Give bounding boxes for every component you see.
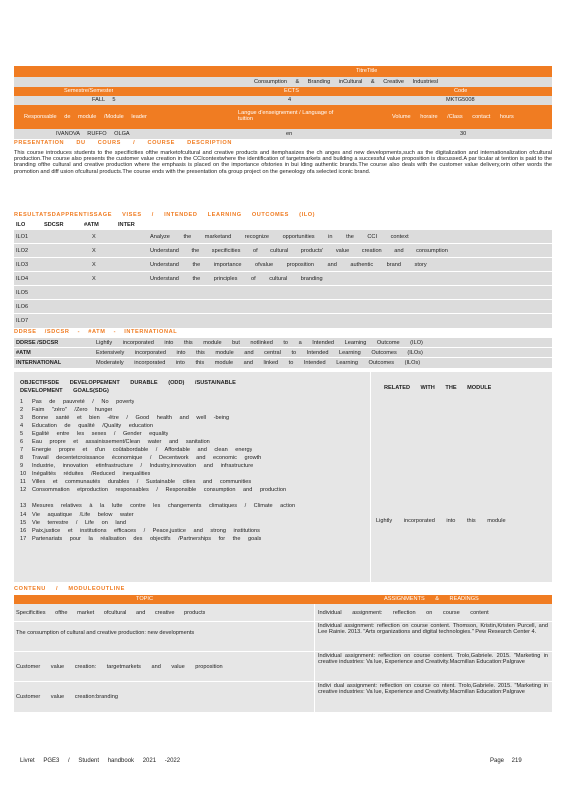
ilo-text: Understand the specificities of cultural products' value creation and consumption	[150, 248, 448, 254]
col-sdcsr: SDCSR	[44, 222, 64, 228]
legend-text: Lightly incorporated into this module but notlinked to a Intended Learning Outcome (ILO)	[96, 340, 423, 346]
page-number: Page 219	[490, 758, 522, 764]
presentation-heading: PRESENTATION DU COURS / COURSE DESCRIPTION	[14, 140, 232, 146]
outcomes-column-header	[14, 221, 552, 230]
volume-label: Volume horaire /Class contact hours	[392, 114, 514, 120]
table-row	[14, 652, 552, 682]
semester-ects-code-values	[14, 96, 552, 105]
sdg-row: 5 Egalité entre les sexes / Gender equality	[20, 431, 169, 437]
footer-left: Livret PGE3 / Student handbook 2021 -2022	[20, 758, 181, 764]
ilo-mark: X	[92, 276, 96, 282]
outline-table	[14, 604, 552, 712]
ilo-id: ILO4	[16, 276, 29, 282]
ilo-id: ILO1	[16, 234, 29, 240]
sdg-row: 2 Faim "zéro" /Zero hunger	[20, 407, 113, 413]
outcomes-heading: RESULTATSDAPPRENTISSAGE VISES / INTENDED LEARNING OUTCOMES (ILO)	[14, 212, 316, 218]
col-atm: #ATM	[84, 222, 99, 228]
sdg-row: 6 Eau propre et assainissement/Clean water and sanitation	[20, 439, 210, 445]
col-topic: TOPIC	[136, 596, 153, 602]
table-row	[14, 348, 552, 358]
ilo-mark: X	[92, 262, 96, 268]
legend-key: INTERNATIONAL	[16, 360, 62, 366]
ilo-text: Understand the principles of cultural branding	[150, 276, 323, 282]
title-label: TitreTitle	[356, 68, 378, 74]
langue-label: Langue d'enseignement / Language of tuition	[238, 110, 334, 122]
sdg-row: 12 Consommation etproduction responsables / Responsible consumption and production	[20, 487, 287, 493]
table-row	[14, 300, 552, 314]
outline-assignment: Individual assignment: reflection on course content. Thomson, Kristin,Kristen Purcell, and Lee Rainie. 2013. "Arts organizations and digital technologies." Pew Research Center 4.	[318, 623, 548, 636]
ilo-mark: X	[92, 248, 96, 254]
ilo-text: Analyze the marketand recognize opportunities in the CCI context	[150, 234, 409, 240]
ilo-id: ILO6	[16, 304, 29, 310]
sdg-row: 16 Paix,justice et institutions efficaces / Peace,justice and strong institutions	[20, 528, 260, 534]
title-label-row	[14, 66, 552, 77]
code-value: MKTG5008	[446, 97, 475, 103]
ects-value: 4	[288, 97, 292, 103]
ilo-id: ILO5	[16, 290, 29, 296]
col-inter: INTER	[118, 222, 135, 228]
ilo-id: ILO3	[16, 262, 29, 268]
code-label: Code	[454, 88, 468, 94]
table-row	[14, 604, 552, 622]
responsable-header	[14, 105, 552, 129]
table-row	[14, 622, 552, 652]
outline-assignment: Individual assignment: reflection on course content. Trolo,Gabriele. 2015. "Marketing in creative industries: Va lue, Experience and Creativity.Macmillan Education:Palgrave	[318, 653, 548, 666]
sdg-row: 17 Partenariats pour la réalisation des objectifs /Partnerships for the goals	[20, 536, 262, 542]
presentation-text: This course introduces students to the specificities ofthe marketofcultural and creative products and itemphasizes the ch anges and new developments,such as the digitalization and internationalization ofcultural production.The course also presents the customer value creation in the CCIcontextwhere the identification of targetmarkets and building a successful value proposition is discussed.A par ticular at tention is paid to the branding ofthe cultural and creative production where the emphasis is placed on the importance ofstories in bui lding authentic brands.The course also deals with the customer value delivery,orin other words the promotion and diff usion ofcultural products.The course ends with the presentation ofa group project on the geneology ofa selected iconic brand.	[14, 150, 552, 175]
responsable-label: Responsable de module /Module leader	[24, 114, 147, 120]
sdg-row: 8 Travail decentetcroissance économique / Decentwork and economic growth	[20, 455, 262, 461]
semester-label: Semestre/Semester	[64, 88, 114, 94]
ilo-mark: X	[92, 234, 96, 240]
outline-column-header	[14, 595, 552, 604]
sdg-row: 15 Vie terrestre / Life on land	[20, 520, 126, 526]
langue-value: en	[286, 131, 293, 137]
table-row	[14, 244, 552, 258]
semester-value: FALL 5	[92, 97, 116, 103]
table-row	[14, 358, 552, 368]
volume-value: 30	[460, 131, 467, 137]
title-value-row	[14, 77, 552, 87]
table-row	[14, 272, 552, 286]
sdg-13-relation: Lightly incorporated into this module	[376, 518, 506, 524]
sdg-row: 13 Mesures relatives à la lutte contre les changements climatiques / Climate action	[20, 503, 296, 509]
legend-table	[14, 338, 552, 368]
table-row	[14, 286, 552, 300]
sdg-row: 7 Energie propre et d'un coûtabordable / Affordable and clean energy	[20, 447, 253, 453]
sdg-row: 10 Inégalités réduites /Reduced inequalities	[20, 471, 151, 477]
sdg-row: 4 Education de qualité /Quality education	[20, 423, 154, 429]
semester-ects-code-header	[14, 87, 552, 96]
col-ilo: ILO	[16, 222, 26, 228]
ects-label: ECTS	[284, 88, 299, 94]
outline-topic: The consumption of cultural and creative production: new developments	[16, 630, 195, 636]
col-assignments: ASSIGNMENTS & READINGS	[384, 596, 479, 602]
table-row	[14, 682, 552, 712]
ilo-id: ILO2	[16, 248, 29, 254]
table-row	[14, 230, 552, 244]
outline-topic: Specificities ofthe market ofcultural and creative products	[16, 610, 206, 616]
outcomes-table	[14, 230, 552, 328]
legend-heading: DDRSE /SDCSR - #ATM - INTERNATIONAL	[14, 329, 178, 335]
outline-assignment: Individual assignment: reflection on course content	[318, 610, 489, 616]
module-title: Consumption & Branding inCultural & Creative Industriesl	[254, 79, 439, 85]
sdg-row: 11 Villes et communautés durables / Sustainable cities and communities	[20, 479, 252, 485]
ilo-id: ILO7	[16, 318, 29, 324]
table-row	[14, 258, 552, 272]
table-row	[14, 338, 552, 348]
sdg-row: 1 Pas de pauvreté / No poverty	[20, 399, 135, 405]
sdg-related-label: RELATED WITH THE MODULE	[384, 385, 492, 391]
outline-heading: CONTENU / MODULEOUTLINE	[14, 586, 125, 592]
outline-topic: Customer value creation:branding	[16, 694, 118, 700]
sdg-row: 3 Bonne santé et bien -être / Good health and well -being	[20, 415, 230, 421]
ilo-text: Understand the importance ofvalue proposition and authentic brand story	[150, 262, 427, 268]
sdg-row: 9 Industrie, innovation etinfrastructure / Industry,innovation and infrastructure	[20, 463, 254, 469]
sdg-heading-line2: DEVELOPMENT GOALS(SDG)	[20, 388, 109, 394]
outline-assignment: Indivi dual assignment: reflection on course co ntent. Trolo,Gabriele. 2015. "Marketing in creative industries: Va lue, Experience and Creativity.Macmillan Education:Palgrave	[318, 683, 548, 696]
outline-topic: Customer value creation: targetmarkets and value proposition	[16, 664, 223, 670]
table-row	[14, 314, 552, 328]
responsable-value: IVANOVA RUFFO OLGA	[56, 131, 130, 137]
legend-text: Moderately incorporated into this module and linked to Intended Learning Outcomes (ILOs)	[96, 360, 421, 366]
legend-text: Extensively incorporated into this module and central to Intended Learning Outcomes (ILOs)	[96, 350, 423, 356]
sdg-row: 14 Vie aquatique /Life below water	[20, 512, 134, 518]
sdg-table	[14, 372, 552, 582]
sdg-heading-line1: OBJECTIFSDE DEVELOPPEMENT DURABLE (ODD) /SUSTAINABLE	[20, 380, 236, 386]
column-divider	[370, 372, 371, 582]
legend-key: DDRSE /SDCSR	[16, 340, 59, 346]
legend-key: #ATM	[16, 350, 31, 356]
responsable-values	[14, 129, 552, 139]
